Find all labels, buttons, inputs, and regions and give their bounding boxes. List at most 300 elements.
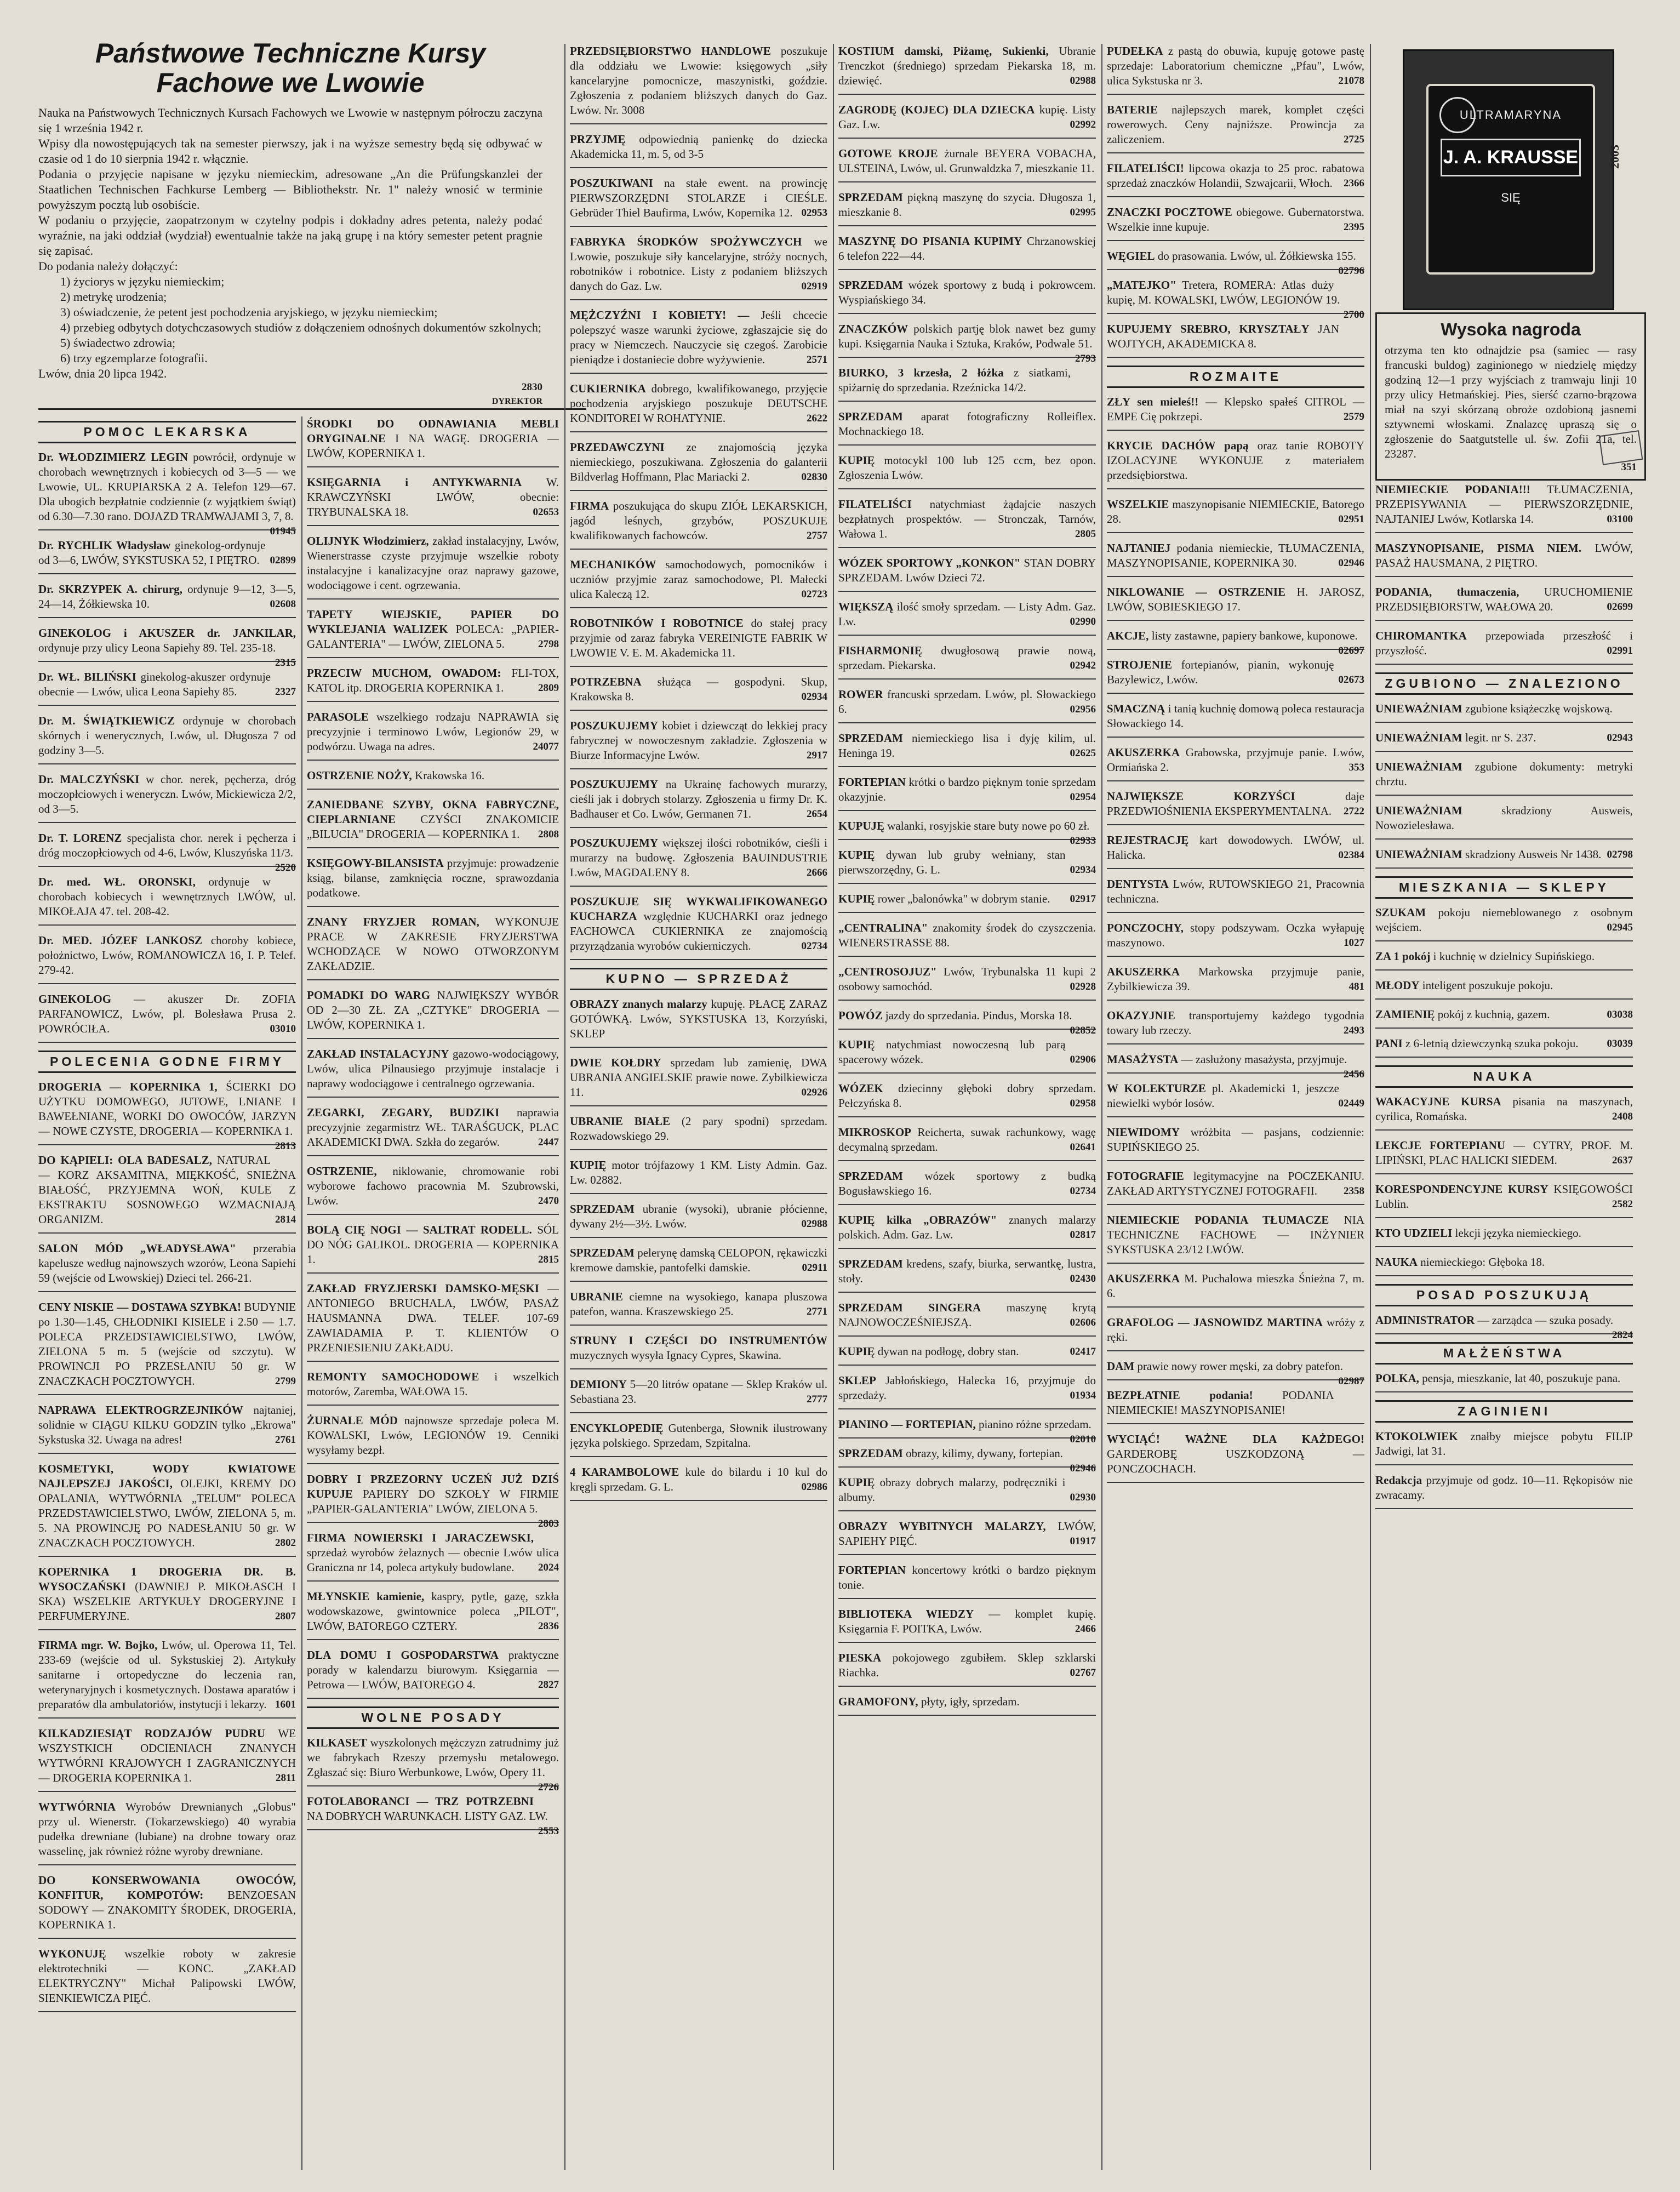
- ad-code: 2808: [538, 829, 559, 840]
- ad-body: (2 pary spodni) sprzedam. Rozwadowskiego 29.: [570, 1115, 827, 1143]
- ad-body: na stałe ewent. na prowincję PIERWSZORZĘDNI STOLARZE i CIEŚLE. Gebrüder Thiel Baufirma, Lwów, Kopernika 12.: [570, 176, 827, 219]
- classified-ad: [38, 626, 296, 669]
- ad-code: 2466: [1075, 1623, 1096, 1635]
- ad-code: 02934: [1070, 864, 1096, 876]
- classified-ad: [1107, 1213, 1364, 1264]
- ad-heading: WYTWÓRNIA: [38, 1800, 116, 1813]
- ad-body: NA DOBRYCH WARUNKACH. LISTY GAZ. LW.: [307, 1809, 548, 1823]
- ad-heading: Dr. RYCHLIK Władysław: [38, 539, 171, 552]
- classified-ad: [1107, 1359, 1364, 1387]
- ad-code: 02430: [1070, 1273, 1096, 1285]
- ad-body: LWÓW, SAPIEHY PIĘĆ.: [838, 1520, 1096, 1548]
- ad-text: [838, 1694, 1096, 1709]
- classified-ad: [38, 992, 296, 1043]
- classified-ad: [570, 557, 827, 608]
- ad-text: [38, 1726, 296, 1785]
- ad-heading: CHIROMANTKA: [1375, 629, 1467, 642]
- classified-ad: [307, 1369, 559, 1406]
- ad-text: [570, 1202, 827, 1231]
- classified-ad: [838, 1607, 1096, 1643]
- ad-text: [38, 670, 296, 699]
- ad-code: 2366: [1344, 178, 1364, 189]
- ad-heading: UNIEWAŻNIAM: [1375, 760, 1462, 773]
- article-body: [38, 105, 542, 381]
- ad-text: [1375, 1007, 1633, 1022]
- ad-heading: WAKACYJNE KURSA: [1375, 1095, 1501, 1108]
- ad-heading: KSIĘGARNIA i ANTYKWARNIA: [307, 476, 522, 489]
- ad-text: [838, 848, 1096, 877]
- classified-ad: [838, 687, 1096, 723]
- ad-code: 2799: [275, 1375, 296, 1387]
- column-divider: [301, 416, 302, 2170]
- ad-code: 2637: [1612, 1155, 1633, 1166]
- ad-text: [307, 534, 559, 593]
- classified-ad: [1375, 1473, 1633, 1509]
- ad-heading: UNIEWAŻNIAM: [1375, 804, 1462, 817]
- ad-body: sprzedaż wyrobów żelaznych — obecnie Lwów ulica Graniczna nr 14, poleca artykuły budowlane.: [307, 1546, 559, 1574]
- classified-ad: [838, 1008, 1096, 1036]
- ad-heading: AKUSZERKA: [1107, 746, 1180, 759]
- ad-body: WYKONUJE PRACE W ZAKRESIE FRYZJERSTWA WCHODZĄCE W NOWO OTWORZONYM ZAKŁADZIE.: [307, 915, 559, 973]
- ad-body: LWÓW, PASAŻ HAUSMANA, 2 PIĘTRO.: [1375, 541, 1633, 569]
- ad-body: Lwów, RUTOWSKIEGO 21, Pracownia techniczna.: [1107, 877, 1364, 905]
- ad-body: — ANTONIEGO BRUCHALA, LWÓW, PASAŻ HAUSMANNA DWA. TELEF. 107-69 ZAWIADAMIA P. T. KLIENTÓW O PRZENIESIENIU ZAKŁADU.: [307, 1282, 559, 1354]
- classified-ad: [570, 44, 827, 124]
- ad-body: najtaniej, solidnie w CIĄGU KILKU GODZIN tylko „Ekrowa" Sykstuska 32. Uwaga na adres!: [38, 1403, 296, 1446]
- ad-heading: SPRZEDAM: [838, 732, 903, 745]
- ad-body: BENZOESAN SODOWY — ZNAKOMITY ŚRODEK, DROGERIA, KOPERNIKA 1.: [38, 1888, 296, 1931]
- ad-text: [1107, 1008, 1364, 1038]
- ad-body: Wyrobów Drewnianych „Globus" przy ul. Wienerstr. (Tokarzewskiego) 40 wyrabia pudełka drewniane (lubiane) na drobne towary oraz wasselinę, jak również różne wyroby drewniane.: [38, 1800, 296, 1858]
- ad-body: kaspry, pytle, gazę, szkła wodowskazowe, gwintownice poleca „PILOT", LWÓW, BATOREGO CZTERY.: [307, 1590, 559, 1632]
- classified-ad: [307, 710, 559, 761]
- classified-ad: [838, 146, 1096, 182]
- ad-code: 02734: [1070, 1185, 1096, 1197]
- ad-text: [307, 475, 559, 520]
- ad-heading: Dr. WŁODZIMIERZ LEGIN: [38, 450, 188, 464]
- ad-body: ilość smoły sprzedam. — Listy Adm. Gaz. Lw.: [838, 600, 1096, 628]
- classified-ad: [570, 894, 827, 960]
- section-header: ZAGINIENI: [1375, 1400, 1633, 1423]
- ad-code: 03039: [1607, 1038, 1633, 1049]
- ad-body: oraz tanie ROBOTY IZOLACYJNE WYKONUJE z materiałem przedsiębiorstwa.: [1107, 439, 1364, 482]
- article-paragraph: 6) trzy egzemplarze fotografii.: [60, 351, 208, 365]
- classified-ad: [38, 1241, 296, 1292]
- ad-text: [838, 1037, 1096, 1067]
- classified-ad: [307, 768, 559, 790]
- ad-heading: MĘŻCZYŹNI I KOBIETY! —: [570, 309, 750, 322]
- ad-heading: ZNANY FRYZJER ROMAN,: [307, 915, 479, 928]
- ad-text: [838, 409, 1096, 439]
- classified-ad: [307, 915, 559, 980]
- classified-ad: [38, 831, 296, 874]
- ad-heading: FOTOGRAFIE: [1107, 1169, 1184, 1183]
- ad-heading: DLA DOMU I GOSPODARSTWA: [307, 1648, 499, 1662]
- ad-body: samochodowych, pomocników i uczniów przyjmie zaraz samochodowe, Pl. Małecki ulica Kaleczą 12.: [570, 558, 827, 601]
- ad-heading: UBRANIE: [570, 1290, 623, 1303]
- ad-body: GARDEROBĘ USZKODZONĄ — PONCZOCHACH.: [1107, 1447, 1364, 1475]
- ad-body: pensja, mieszkanie, lat 40, poszukuje pana.: [1422, 1372, 1621, 1385]
- ad-heading: ŚRODKI DO ODNAWIANIA MEBLI ORYGINALNE: [307, 417, 559, 445]
- ad-code: 02699: [1607, 601, 1633, 613]
- ad-body: Lwów, ul. Operowa 11, Tel. 233-69 (wejście od ul. Sykstuskiej 2). Artykuły sanitarne i ortopedyczne do leczenia ran, weterynaryjnych i kosmetycznych. Dostawa aparatów i preparatów dla ambulatoriów, instytucji i lekarzy.: [38, 1639, 296, 1711]
- ad-code: 481: [1348, 981, 1364, 992]
- ad-text: [38, 1462, 296, 1550]
- ad-text: [570, 1246, 827, 1275]
- ad-text: [1107, 921, 1364, 950]
- ad-text: [570, 557, 827, 602]
- ad-body: prawie nowy rower męski, za dobry patefon.: [1137, 1360, 1343, 1373]
- ad-text: [38, 1873, 296, 1932]
- ad-body: FLI-TOX, KATOL itp. DROGERIA KOPERNIKA 1.: [307, 666, 559, 694]
- ad-heading: SPRZEDAM: [570, 1202, 635, 1215]
- classified-ad: [1375, 1429, 1633, 1465]
- ad-heading: REJESTRACJĘ: [1107, 834, 1189, 847]
- ad-code: 2456: [1344, 1069, 1364, 1080]
- section-header: POSAD POSZUKUJĄ: [1375, 1284, 1633, 1306]
- classified-ad: [570, 499, 827, 550]
- ad-body: Lwów, Trybunalska 11 kupi 2 osobowy samochód.: [838, 965, 1096, 993]
- ad-text: [1375, 760, 1633, 789]
- ad-text: [838, 687, 1096, 717]
- section-header: WOLNE POSADY: [307, 1706, 559, 1729]
- ad-text: [1107, 629, 1364, 657]
- classified-ad: [307, 1472, 559, 1529]
- classified-ad: [1375, 1255, 1633, 1276]
- ad-heading: SPRZEDAM: [838, 1447, 903, 1460]
- ad-body: Jabłońskiego, Halecka 16, przyjmuje do sprzedaży.: [838, 1374, 1096, 1402]
- reward-title: Wysoka nagroda: [1441, 319, 1581, 339]
- ad-code: 2771: [807, 1306, 827, 1317]
- classified-ad: [838, 1417, 1096, 1445]
- ad-code: 2777: [807, 1394, 827, 1405]
- ad-body: względnie KUCHARKI oraz jednego FACHOWCA CUKIERNIKA ze znajomością przyrządzania wyrobów cukierniczych.: [570, 910, 827, 952]
- ad-heading: ZAKŁAD INSTALACYJNY: [307, 1047, 449, 1060]
- ad-text: [38, 1638, 296, 1712]
- ad-text: [1375, 1036, 1633, 1051]
- ad-body: Jeśli chcecie polepszyć wasze warunki życiowe, zgłaszajcie się do pracy w Niemczech. Nauczycie się czegoś. Zarobicie pieniądze i dostaniecie dobre wyżywienie.: [570, 309, 827, 366]
- reward-box: [1375, 312, 1646, 481]
- column-6: [1375, 482, 1633, 2176]
- ad-body: choroby kobiece, położnictwo, Lwów, ROMANOWICZA 16, I. P. Telef. 279-42.: [38, 934, 296, 977]
- ad-text: [1107, 1359, 1364, 1387]
- ad-heading: KUPIĘ: [838, 1476, 875, 1489]
- ad-code: 02830: [801, 471, 827, 483]
- ad-text: [570, 44, 827, 118]
- classified-ad: [1107, 658, 1364, 694]
- ad-heading: ZA 1 pokój: [1375, 950, 1431, 963]
- ad-text: [1375, 803, 1633, 833]
- ad-heading: Dr. T. LORENZ: [38, 831, 122, 844]
- ad-heading: Dr. SKRZYPEK A. chirurg,: [38, 583, 182, 596]
- classified-ad: [1107, 701, 1364, 738]
- classified-ad: [1375, 1182, 1633, 1218]
- ad-text: [307, 1794, 559, 1837]
- ad-text: [838, 600, 1096, 629]
- ad-text: [307, 797, 559, 842]
- classified-ad: [838, 278, 1096, 314]
- ad-heading: FIRMA: [570, 499, 609, 512]
- article-paragraph: W podaniu o przyjęcie, zaopatrzonym w czytelny podpis i dokładny adres petenta, należy podać wyraźnie, na jaki oddział (wydział) ewentualnie także na jaką grupę i na który semester petent pragnie się zapisać.: [38, 213, 542, 258]
- ad-text: [1375, 978, 1633, 993]
- classified-ad: [838, 921, 1096, 957]
- classified-ad: [1375, 730, 1633, 752]
- ad-text: [838, 892, 1096, 906]
- ad-body: przepowiada przeszłość i przyszłość.: [1375, 629, 1633, 657]
- classified-ad: [570, 718, 827, 769]
- classified-ad: [1375, 1138, 1633, 1174]
- ad-text: [307, 1648, 559, 1692]
- classified-ad: [38, 875, 296, 926]
- ad-body: ordynuje w chorobach kobiecych i wewnętrznych LWÓW, ul. MIKOŁAJA 47. tel. 208-42.: [38, 875, 296, 918]
- ad-heading: AKUSZERKA: [1107, 965, 1180, 978]
- ad-heading: KUPIĘ: [838, 892, 875, 905]
- ad-code: 2726: [538, 1782, 559, 1793]
- ad-heading: SPRZEDAM: [838, 1257, 903, 1270]
- ad-heading: DWIE KOŁDRY: [570, 1056, 661, 1069]
- ad-text: [570, 1421, 827, 1451]
- ad-code: 01934: [1070, 1390, 1096, 1401]
- ad-text: [570, 1333, 827, 1363]
- ad-code: 02449: [1338, 1098, 1364, 1109]
- ad-text: [838, 1169, 1096, 1198]
- classified-ad: [1375, 847, 1633, 869]
- ad-body: pokoju niemeblowanego z osobnym wejściem.: [1375, 906, 1633, 934]
- ad-card: [1426, 84, 1595, 275]
- ad-body: skradziony Ausweis Nr 1438.: [1465, 848, 1602, 861]
- classified-ad: [38, 1638, 296, 1719]
- classified-ad: [1107, 102, 1364, 153]
- ad-text: [307, 666, 559, 695]
- ad-heading: ENCYKLOPEDIĘ: [570, 1422, 664, 1435]
- ad-body: PODANIA NIEMIECKIE! MASZYNOPISANIE!: [1107, 1389, 1334, 1417]
- column-4: [838, 44, 1096, 2176]
- ad-code: 2836: [538, 1620, 559, 1632]
- article-code: 2830: [522, 381, 542, 393]
- ad-heading: BATERIE: [1107, 103, 1158, 116]
- ad-text: [38, 1241, 296, 1286]
- ad-heading: SPRZEDAM: [838, 191, 903, 204]
- classified-ad: [307, 1164, 559, 1215]
- ad-body: i wszelkich motorów, Zaremba, WAŁOWA 15.: [307, 1370, 559, 1398]
- ad-heading: KUPIĘ: [838, 1345, 875, 1358]
- ad-text: [307, 1736, 559, 1793]
- ad-text: [570, 176, 827, 220]
- ad-text: [570, 718, 827, 763]
- ad-body: Gutenberga, Słownik ilustrowany języka polskiego. Sprzedam, Szpitalna.: [570, 1422, 827, 1449]
- ad-text: [1107, 278, 1364, 321]
- classified-ad: [1107, 629, 1364, 657]
- ad-text: [1375, 541, 1633, 570]
- ad-body: (DAWNIEJ P. MIKOŁASCH I SKA) WSZELKIE ARTYKUŁY DROGERYJNE I PERFUMERYJNE.: [38, 1580, 296, 1623]
- ad-heading: WÓZEK SPORTOWY „KONKON": [838, 556, 1021, 569]
- ad-heading: AKCJE,: [1107, 629, 1149, 642]
- classified-ad: [307, 416, 559, 467]
- ad-heading: OSTRZENIE,: [307, 1164, 377, 1178]
- ad-text: [307, 1472, 559, 1529]
- reward-code: 351: [1621, 461, 1637, 473]
- ad-text: [1107, 541, 1364, 570]
- ad-body: H. JAROSZ, LWÓW, SOBIESKIEGO 17.: [1107, 585, 1364, 613]
- ad-heading: FISHARMONIĘ: [838, 644, 922, 657]
- ad-code: 02988: [1070, 75, 1096, 87]
- ad-heading: KOSMETYKI, WODY KWIATOWE NAJLEPSZEJ JAKOŚCI,: [38, 1462, 296, 1490]
- ad-body: niklowanie, chromowanie robi wyborowe fachowo pracownia M. Szubrowski, Lwów.: [307, 1164, 559, 1207]
- classified-ad: [838, 892, 1096, 913]
- ad-text: [1107, 44, 1364, 88]
- ad-heading: PRZEDAWCZYNI: [570, 441, 665, 454]
- ad-body: niemieckiego: Głęboka 18.: [1420, 1255, 1545, 1269]
- ad-body: aparat fotograficzny Rolleiflex. Mochnackiego 18.: [838, 410, 1096, 438]
- ad-heading: KUPIĘ: [838, 454, 875, 467]
- article-paragraph: Wpisy dla nowostępujących tak na semester pierwszy, jak i na wyższe semestry będą się odbywać w czasie od 1 do 10 sierpnia 1942 r. włącznie.: [38, 136, 542, 165]
- ad-code: 02992: [1070, 119, 1096, 130]
- ad-code: 21078: [1338, 75, 1364, 87]
- classified-ad: [838, 1373, 1096, 1409]
- ad-code: 02608: [270, 598, 296, 610]
- classified-ad: [307, 607, 559, 658]
- classified-ad: [1107, 1169, 1364, 1205]
- ad-heading: OSTRZENIE NOŻY,: [307, 769, 412, 782]
- ad-heading: GRAFOLOG — JASNOWIDZ MARTINA: [1107, 1316, 1323, 1329]
- ad-body: w chor. nerek, pęcherza, dróg moczopłciowych i weneryczn. Lwów, Mickiewicza 2/2, od 3—5.: [38, 773, 296, 815]
- ad-code: 2811: [276, 1772, 296, 1784]
- classified-ad: [307, 797, 559, 848]
- ad-heading: KILKASET: [307, 1736, 367, 1749]
- section-header: ROZMAITE: [1107, 366, 1364, 388]
- ad-text: [838, 1213, 1096, 1242]
- ad-body: polskich partję blok nawet bez gumy kupi. Księgarnia Nauka i Sztuka, Kraków, Podwale 51.: [838, 322, 1096, 350]
- ad-body: z pastą do obuwia, kupuję gotowe pastę sprzedaje: Laboratorium chemiczne „Pfau", Lwów, ulica Sykstuska nr 3.: [1107, 44, 1364, 87]
- ad-line1: ULTRAMARYNA: [1459, 108, 1562, 122]
- ad-heading: BOLĄ CIĘ NOGI — SALTRAT RODELL.: [307, 1223, 532, 1236]
- ad-body: — akuszer Dr. ZOFIA PARFANOWICZ, Lwów, pl. Bolesława Prusa 2. POWRÓCIŁA.: [38, 992, 296, 1035]
- ad-heading: W KOLEKTURZE: [1107, 1082, 1206, 1095]
- ad-text: [307, 1223, 559, 1267]
- article-paragraph: 1) życiorys w języku niemieckim;: [60, 275, 225, 288]
- ad-heading: AKUSZERKA: [1107, 1272, 1180, 1285]
- ad-code: 2470: [538, 1195, 559, 1207]
- ad-body: 5—20 litrów opatane — Sklep Kraków ul. Sebastiana 23.: [570, 1378, 827, 1406]
- ad-heading: UBRANIE BIAŁE: [570, 1115, 671, 1128]
- ad-heading: KUPUJĘ: [838, 819, 884, 832]
- ad-text: [307, 915, 559, 974]
- ad-code: 02734: [801, 940, 827, 952]
- ad-heading: Dr. med. WŁ. ORONSKI,: [38, 875, 196, 888]
- ad-heading: MŁODY: [1375, 979, 1420, 992]
- ad-body: STAN DOBRY SPRZEDAM. Lwów Dzieci 72.: [838, 556, 1096, 584]
- ad-heading: Dr. M. ŚWIĄTKIEWICZ: [38, 714, 175, 727]
- ad-text: [838, 1607, 1096, 1636]
- ad-body: wózek sportowy z budą i pokrowcem. Wyspiańskiego 34.: [838, 278, 1096, 306]
- classified-ad: [838, 1300, 1096, 1337]
- ad-body: francuski sprzedam. Lwów, pl. Słowackiego 6.: [838, 688, 1096, 716]
- article-title: Państwowe Techniczne Kursy Fachowe we Lwowie: [95, 38, 486, 98]
- ad-body: pelerynę damską CELOPON, rękawiczki kremowe damskie, pantofelki damskie.: [570, 1246, 827, 1274]
- classified-ad: [307, 1105, 559, 1156]
- ad-code: 2520: [275, 862, 296, 874]
- ad-code: 02953: [801, 207, 827, 219]
- ad-text: [38, 582, 296, 612]
- ad-body: znakomity środek do czyszczenia. WIENERSTRASSE 88.: [838, 921, 1096, 949]
- ad-heading: MŁYNSKIE kamienie,: [307, 1590, 425, 1603]
- ad-body: ginekolog-akuszer ordynuje obecnie — Lwów, ulica Leona Sapiehy 85.: [38, 670, 271, 698]
- ad-code: 2814: [275, 1214, 296, 1225]
- ad-heading: FOTOLABORANCI — TRZ POTRZEBNI: [307, 1795, 534, 1808]
- ad-heading: POSZUKUJE SIĘ WYKWALIFIKOWANEGO KUCHARZA: [570, 895, 827, 923]
- classified-ad: [1107, 161, 1364, 197]
- ad-code: 2654: [807, 808, 827, 820]
- ad-text: [1375, 1473, 1633, 1503]
- ad-heading: FORTEPIAN: [838, 775, 906, 789]
- ad-body: Ubranie Trenczkot (średniego) sprzedam Piekarska 18, m. dziewięć.: [838, 44, 1096, 87]
- classified-ad: [38, 1873, 296, 1939]
- ad-text: [570, 132, 827, 162]
- classified-ad: [307, 534, 559, 600]
- ad-text: [38, 1080, 296, 1152]
- ad-brand: J. A. KRAUSSE: [1441, 139, 1581, 176]
- ad-text: [1107, 1081, 1364, 1111]
- ad-code: 2553: [538, 1825, 559, 1837]
- ad-heading: DOBRY I PRZEZORNY UCZEŃ JUŻ DZIŚ KUPUJE: [307, 1472, 559, 1500]
- ad-body: Reicherta, suwak rachunkowy, wagę decymalną sprzedam.: [838, 1126, 1096, 1154]
- ad-code: 2666: [807, 867, 827, 878]
- ad-body: skradziony Ausweis, Nowozielesława.: [1375, 804, 1633, 832]
- ad-text: [570, 836, 827, 880]
- ad-code: 2358: [1344, 1185, 1364, 1197]
- ad-code: 02991: [1607, 645, 1633, 657]
- ad-heading: OBRAZY WYBITNYCH MALARZY,: [838, 1520, 1046, 1533]
- ad-heading: STRUNY I CZĘŚCI DO INSTRUMENTÓW: [570, 1334, 827, 1347]
- ad-body: dziecinny głęboki dobry sprzedam. Pełczyńska 8.: [838, 1082, 1096, 1110]
- ad-code: 02796: [1338, 265, 1364, 277]
- ad-heading: ZAMIENIĘ: [1375, 1008, 1435, 1021]
- section-header: POLECENIA GODNE FIRMY: [38, 1051, 296, 1073]
- ad-text: [38, 831, 296, 874]
- ad-body: pokojowego zgubiłem. Sklep szklarski Riachka.: [838, 1651, 1096, 1679]
- classified-ad: [838, 1169, 1096, 1205]
- ad-body: wózek sportowy z budką Bogusławskiego 16.: [838, 1169, 1096, 1197]
- ad-body: i tanią kuchnię domową poleca restauracja Słowackiego 14.: [1107, 702, 1364, 730]
- classified-ad: [570, 777, 827, 828]
- ad-body: najnowsze sprzedaje poleca M. KOWALSKI, Lwów, LEGIONÓW 19. Cenniki wysyłamy bezpł.: [307, 1414, 559, 1457]
- ad-text: [1107, 395, 1364, 424]
- ad-code: 2805: [1075, 528, 1096, 540]
- ad-code: 02911: [802, 1262, 827, 1274]
- classified-ad: [838, 556, 1096, 592]
- ad-text: [838, 1081, 1096, 1111]
- ad-heading: WÓZEK: [838, 1082, 883, 1095]
- ad-heading: MASZYNĘ DO PISANIA KUPIMY: [838, 235, 1022, 248]
- ad-body: legitymacyjne na POCZEKANIU. ZAKŁAD ARTYSTYCZNEJ FOTOGRAFII.: [1107, 1169, 1364, 1197]
- ad-code: 2003: [1608, 145, 1621, 169]
- ad-heading: ZNACZKI POCZTOWE: [1107, 206, 1232, 219]
- classified-ad: [838, 1475, 1096, 1511]
- ad-text: [307, 1369, 559, 1399]
- ad-text: [570, 1289, 827, 1319]
- ad-heading: „CENTRALINA": [838, 921, 928, 934]
- ad-text: [838, 190, 1096, 220]
- article-paragraph: Lwów, dnia 20 lipca 1942.: [38, 367, 167, 380]
- ad-body: NIA TECHNICZNE FACHOWE — INŻYNIER SYKSTUSKA 23/12 LWÓW.: [1107, 1213, 1364, 1256]
- ad-heading: PIESKA: [838, 1651, 882, 1664]
- classified-ad: [570, 1421, 827, 1457]
- ad-body: Markowska przyjmuje panie, Zybilkiewicza 39.: [1107, 965, 1364, 993]
- ad-heading: SALON MÓD „WŁADYSŁAWA": [38, 1242, 236, 1255]
- ad-body: motor trójfazowy 1 KM. Listy Admin. Gaz. Lw. 02882.: [570, 1158, 827, 1186]
- ad-body: OLEJKI, KREMY DO OPALANIA, WYTWÓRNIA „TELUM" POLECA PRZEDSTAWICIELSTWO, LWÓW, ZIELONA 5, m. 5. NA PROWINCJĘ PO NADESŁANIU 50 gr. W ZNACZKACH POCZTOWYCH.: [38, 1477, 296, 1549]
- ad-heading: POSZUKUJEMY: [570, 719, 659, 732]
